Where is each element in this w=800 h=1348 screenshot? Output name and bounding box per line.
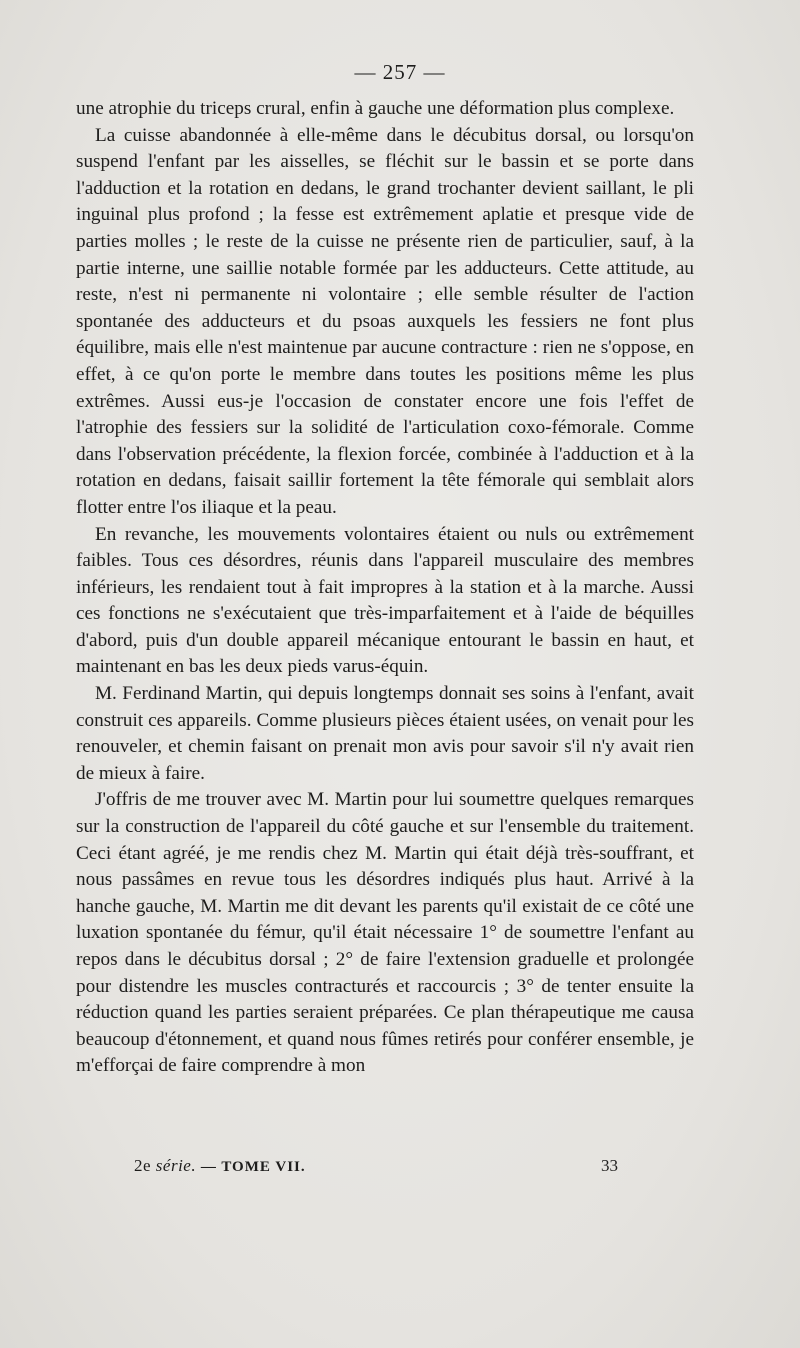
page-number: — 257 —	[354, 60, 446, 84]
body-text	[76, 96, 694, 1080]
page-footer	[134, 1156, 618, 1176]
paragraph-4: M. Ferdinand Martin, qui depuis longtemps donnait ses soins à l'enfant, avait construit ces appareils. Comme plusieurs pièces étaient usées, on venait pour les renouveler, et chemin faisant on prenait mon avis pour savoir s'il n'y avait rien de mieux à faire.	[76, 683, 694, 784]
paragraph-3: En revanche, les mouvements volontaires étaient ou nuls ou extrêmement faibles. Tous ces désordres, réunis dans l'appareil musculaire des membres inférieurs, les rendaient tout à fait impropres à la station et à la marche. Aussi ces fonctions ne s'exécutaient que très-imparfaitement et à l'aide de béquilles d'abord, puis d'un double appareil mécanique entourant le bassin en haut, et maintenant en bas les deux pieds varus-équin.	[76, 523, 694, 678]
signature-mark: 33	[601, 1156, 618, 1175]
paragraph-2: La cuisse abandonnée à elle-même dans le décubitus dorsal, ou lorsqu'on suspend l'enfant par les aisselles, se fléchit sur le bassin et se porte dans l'adduction et la rotation en dedans, le grand trochanter devient saillant, le pli inguinal plus profond ; la fesse est extrêmement aplatie et presque vide de parties molles ; le reste de la cuisse ne présente rien de particulier, sauf, à la partie interne, une saillie notable formée par les adducteurs. Cette attitude, au reste, n'est ni permanente ni volontaire ; elle semble résulter de l'action spontanée des adducteurs et du psoas auxquels les fessiers ne font plus équilibre, mais elle n'est maintenue par aucune contracture : rien ne s'oppose, en effet, à ce qu'on porte le membre dans toutes les positions même les plus extrêmes. Aussi eus-je l'occasion de constater encore une fois l'effet de l'atrophie des fessiers sur la solidité de l'articulation coxo-fémorale. Comme dans l'observation précédente, la flexion forcée, combinée à l'adduction et à la rotation en dedans, faisait saillir fortement la tête fémorale qui semblait alors flotter entre l'os iliaque et la peau.	[76, 124, 694, 518]
paragraph-5: J'offris de me trouver avec M. Martin pour lui soumettre quelques remarques sur la construction de l'appareil du côté gauche et sur l'ensemble du traitement. Ceci étant agréé, je me rendis chez M. Martin qui était déjà très-souffrant, et nous passâmes en revue tous les désordres indiqués plus haut. Arrivé à la hanche gauche, M. Martin me dit devant les parents qu'il existait de ce côté une luxation spontanée du fémur, qu'il était nécessaire 1° de soumettre l'enfant au repos dans le décubitus dorsal ; 2° de faire l'extension graduelle et prolongée pour distendre les muscles contracturés et raccourcis ; 3° de tenter ensuite la réduction quand les parties seraient préparées. Ce plan thérapeutique me causa beaucoup d'étonnement, et quand nous fûmes retirés pour conférer ensemble, je m'efforçai de faire comprendre à mon	[76, 789, 694, 1077]
series-word: série.	[155, 1156, 197, 1175]
series-volume-note	[134, 1156, 306, 1176]
paragraph-1: une atrophie du triceps crural, enfin à gauche une déformation plus complexe.	[76, 98, 675, 119]
tome-label: — TOME VII.	[200, 1159, 306, 1175]
series-number: 2e	[134, 1156, 152, 1175]
